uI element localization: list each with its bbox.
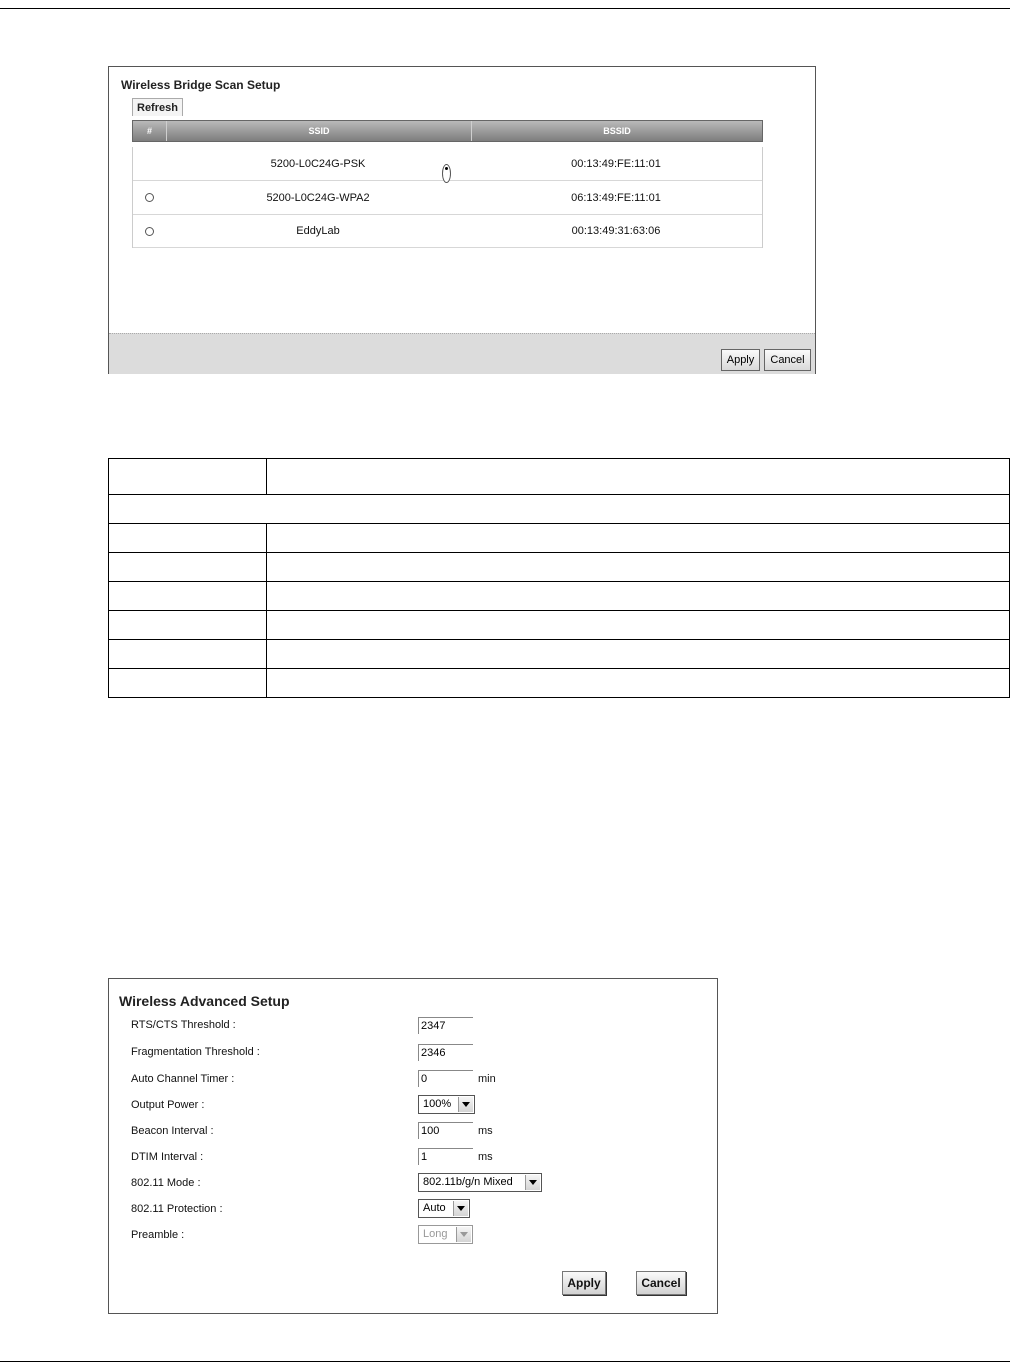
ssid-cell: 5200-L0C24G-WPA2 [266, 191, 370, 204]
mode-label: 802.11 Mode : [131, 1177, 201, 1189]
auto-channel-timer-label: Auto Channel Timer : [131, 1073, 235, 1085]
dtim-interval-label: DTIM Interval : [131, 1151, 204, 1163]
fragmentation-threshold-label: Fragmentation Threshold : [131, 1046, 260, 1058]
network-radio[interactable] [442, 164, 451, 183]
dtim-interval-input[interactable] [418, 1148, 473, 1165]
chevron-down-icon [456, 1227, 471, 1242]
table-header-row [109, 459, 1010, 495]
preamble-label: Preamble : [131, 1229, 185, 1241]
advanced-setup-panel [108, 978, 718, 1314]
preamble-select [418, 1225, 473, 1244]
output-power-label: Output Power : [131, 1099, 205, 1111]
column-ssid: SSID [167, 121, 472, 141]
advanced-apply-button[interactable]: Apply [562, 1271, 606, 1295]
chevron-down-icon [453, 1201, 468, 1216]
column-number: # [133, 121, 167, 141]
network-radio[interactable] [145, 227, 154, 236]
protection-value: Auto [423, 1202, 446, 1214]
table-row [109, 524, 1010, 553]
top-rule [0, 8, 1010, 9]
table-row [109, 553, 1010, 582]
preamble-value: Long [423, 1228, 448, 1240]
beacon-interval-label: Beacon Interval : [131, 1125, 214, 1137]
bssid-cell: 00:13:49:FE:11:01 [571, 157, 661, 170]
advanced-setup-title: Wireless Advanced Setup [119, 993, 290, 1009]
mode-value: 802.11b/g/n Mixed [423, 1176, 513, 1188]
dtim-interval-unit: ms [478, 1151, 493, 1163]
table-row[interactable] [133, 215, 762, 248]
auto-channel-timer-input[interactable] [418, 1070, 473, 1087]
bssid-cell: 06:13:49:FE:11:01 [571, 191, 661, 204]
scan-table-header [132, 120, 763, 142]
scan-footer [109, 333, 815, 374]
table-row[interactable] [133, 147, 762, 181]
scan-table-body [132, 147, 763, 248]
beacon-interval-input[interactable] [418, 1122, 473, 1139]
chevron-down-icon [525, 1175, 540, 1190]
description-table [108, 458, 1010, 698]
mode-select[interactable] [418, 1173, 542, 1192]
network-radio[interactable] [145, 193, 154, 202]
table-row [109, 611, 1010, 640]
ssid-cell: EddyLab [296, 225, 340, 237]
column-bssid: BSSID [603, 126, 631, 136]
bottom-rule [0, 1361, 1010, 1362]
table-row [109, 582, 1010, 611]
refresh-button[interactable]: Refresh [132, 98, 183, 116]
ssid-cell: 5200-L0C24G-PSK [270, 157, 366, 170]
fragmentation-threshold-input[interactable] [418, 1044, 473, 1061]
output-power-value: 100% [423, 1098, 452, 1110]
chevron-down-icon [458, 1097, 473, 1112]
rts-threshold-input[interactable] [418, 1017, 473, 1034]
table-row[interactable] [133, 181, 762, 215]
rts-threshold-label: RTS/CTS Threshold : [131, 1019, 236, 1031]
auto-channel-unit: min [478, 1073, 496, 1085]
scan-setup-panel [108, 66, 816, 374]
output-power-select[interactable] [418, 1095, 475, 1114]
table-row [109, 495, 1010, 524]
table-row [109, 669, 1010, 698]
protection-label: 802.11 Protection : [131, 1203, 223, 1215]
protection-select[interactable] [418, 1199, 470, 1218]
bssid-cell: 00:13:49:31:63:06 [571, 225, 661, 237]
scan-apply-button[interactable]: Apply [721, 349, 760, 371]
advanced-cancel-button[interactable]: Cancel [636, 1271, 686, 1295]
table-row [109, 640, 1010, 669]
scan-cancel-button[interactable]: Cancel [764, 349, 811, 371]
beacon-interval-unit: ms [478, 1125, 493, 1137]
scan-setup-title: Wireless Bridge Scan Setup [121, 78, 281, 92]
